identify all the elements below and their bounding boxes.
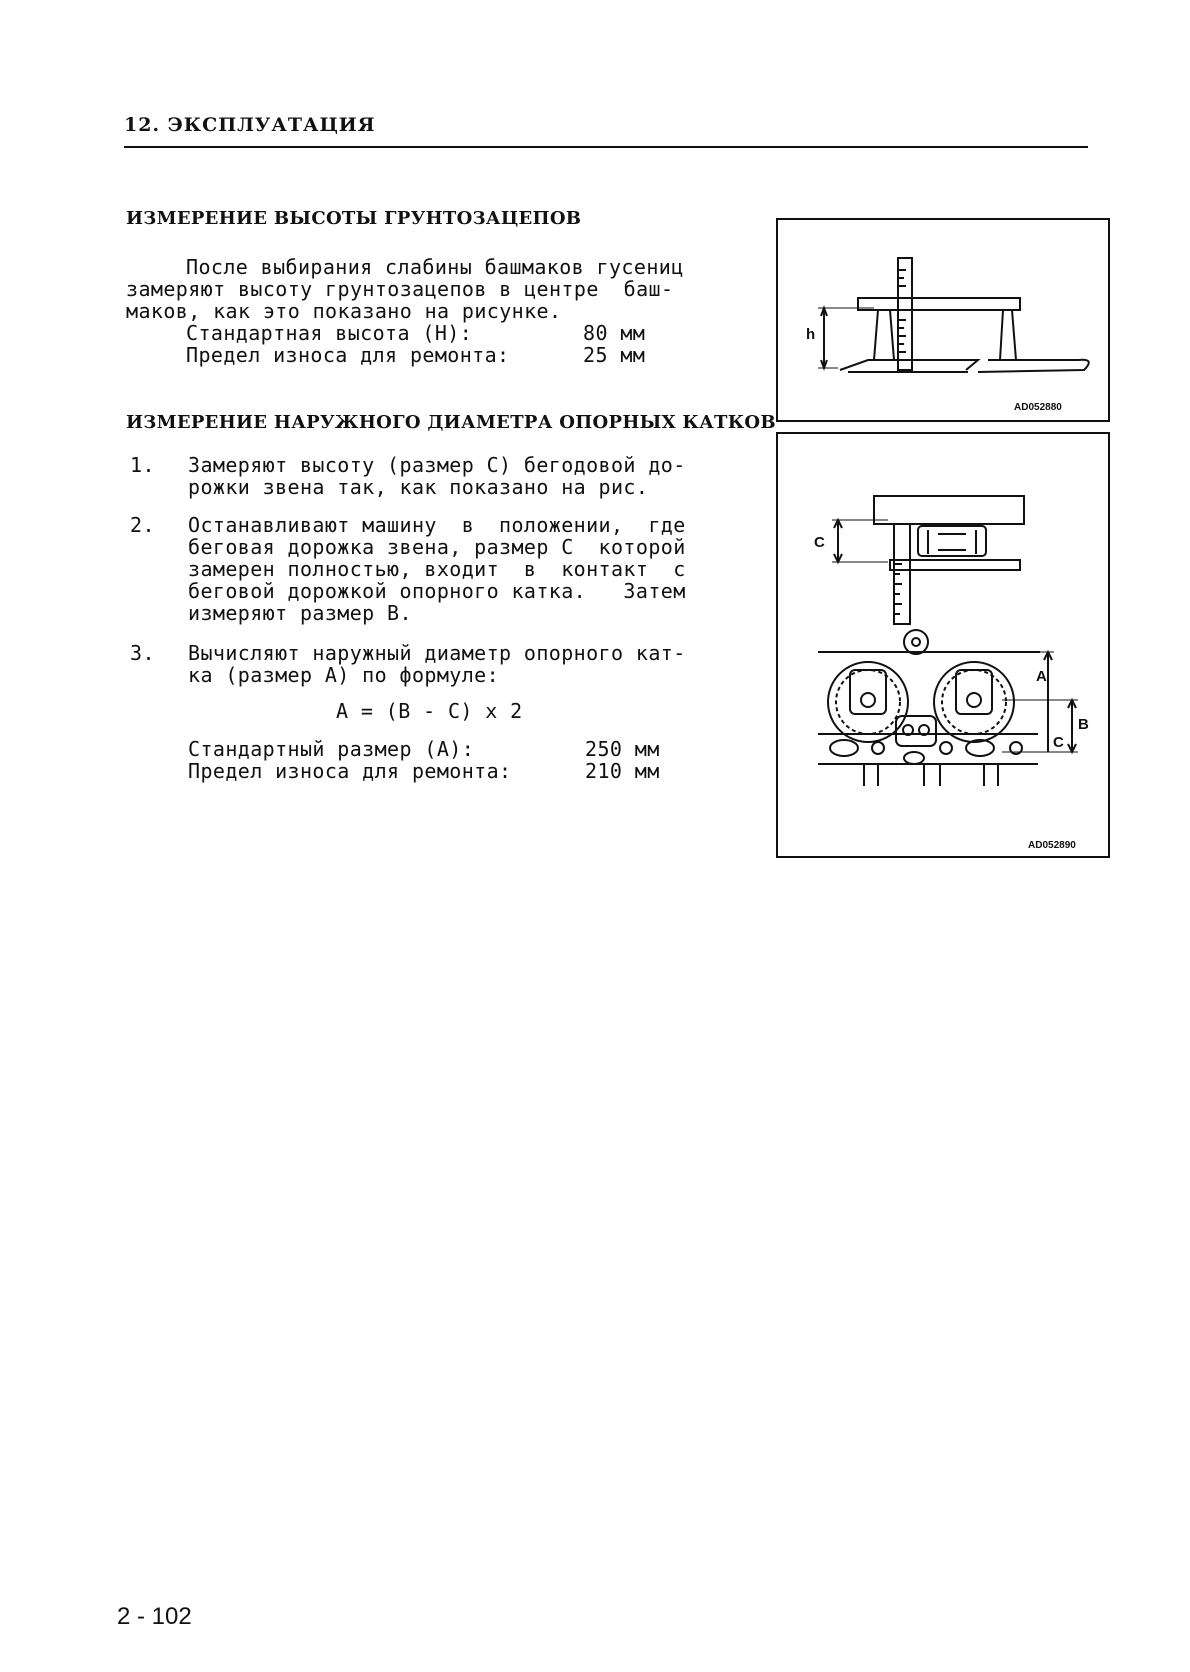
wear-limit-value: 210 мм [585, 759, 660, 783]
step-line: измеряют размер В. [188, 601, 412, 625]
step-line: Вычисляют наружный диаметр опорного кат- [188, 641, 686, 665]
label-c-top: C [814, 534, 825, 551]
std-height-value: 80 мм [583, 321, 646, 345]
wear-limit-label: Предел износа для ремонта: [188, 759, 512, 783]
formula: А = (В - С) х 2 [336, 699, 523, 723]
header-divider [124, 146, 1088, 148]
step-number: 3. [130, 641, 155, 665]
figure-roller-diameter [776, 432, 1110, 858]
grouser-height-diagram [778, 220, 1108, 420]
page-number: 2 - 102 [117, 1603, 192, 1630]
step-number: 1. [130, 453, 155, 477]
step-line: замерен полностью, входит в контакт с [188, 557, 686, 581]
step-number: 2. [130, 513, 155, 537]
section-title: 12. ЭКСПЛУАТАЦИЯ [124, 114, 376, 136]
figure-grouser-height [776, 218, 1110, 422]
label-a: A [1036, 668, 1047, 685]
label-c: C [1053, 734, 1064, 751]
section1-heading: ИЗМЕРЕНИЕ ВЫСОТЫ ГРУНТОЗАЦЕПОВ [126, 208, 582, 229]
label-b: B [1078, 716, 1089, 733]
label-h: h [806, 326, 816, 343]
step-line: беговой дорожкой опорного катка. Затем [188, 579, 686, 603]
section1-line: После выбирания слабины башмаков гусениц [186, 255, 684, 279]
step-line: рожки звена так, как показано на рис. [188, 475, 649, 499]
roller-diameter-diagram [778, 434, 1108, 856]
step-line: Останавливают машину в положении, где [188, 513, 686, 537]
wear-limit-label: Предел износа для ремонта: [186, 343, 510, 367]
std-height-label: Стандартная высота (Н): [186, 321, 473, 345]
step-line: Замеряют высоту (размер С) бегодовой до- [188, 453, 686, 477]
step-line: беговая дорожка звена, размер С которой [188, 535, 686, 559]
section1-line: маков, как это показано на рисунке. [126, 299, 562, 323]
section1-line: замеряют высоту грунтозацепов в центре баш- [126, 277, 674, 301]
section2-heading: ИЗМЕРЕНИЕ НАРУЖНОГО ДИАМЕТРА ОПОРНЫХ КАТКОВ [126, 412, 776, 433]
std-size-value: 250 мм [585, 737, 660, 761]
figure-id: AD052890 [1028, 840, 1076, 851]
std-size-label: Стандартный размер (А): [188, 737, 475, 761]
figure-id: AD052880 [1014, 402, 1062, 413]
wear-limit-value: 25 мм [583, 343, 646, 367]
step-line: ка (размер А) по формуле: [188, 663, 500, 687]
